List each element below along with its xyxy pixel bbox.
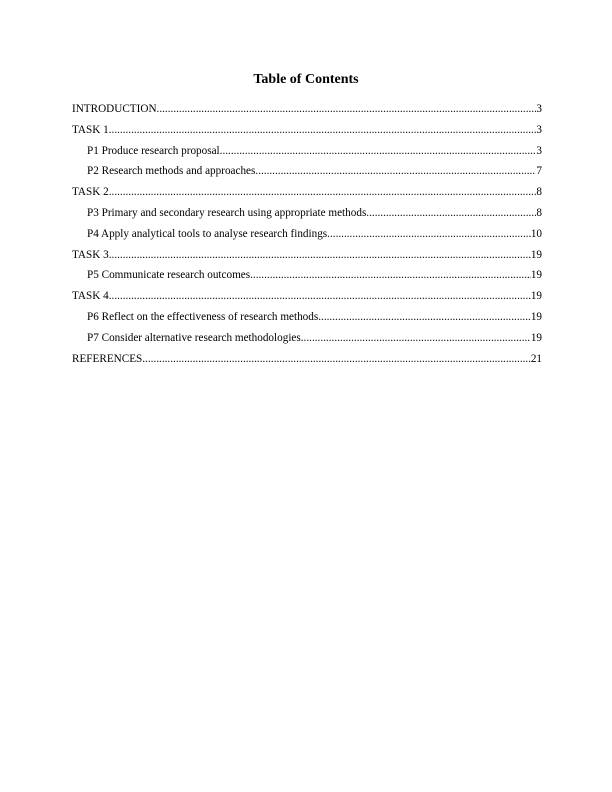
toc-entry-references[interactable]: [72, 352, 542, 373]
toc-entry-p1[interactable]: [72, 144, 542, 165]
toc-entry-task-3[interactable]: [72, 248, 542, 269]
toc-entry-label: P6 Reflect on the effectiveness of research methods: [87, 310, 319, 323]
toc-entry-page: 19: [530, 331, 542, 344]
dot-leader: [366, 206, 536, 220]
toc-entry-task-1[interactable]: [72, 123, 542, 144]
toc-entry-label: TASK 4: [72, 290, 109, 303]
dot-leader: [250, 268, 531, 282]
toc-entry-introduction[interactable]: [72, 102, 542, 123]
dot-leader: [255, 164, 536, 178]
toc-entry-page: 8: [536, 206, 542, 219]
toc-entry-page: 19: [530, 248, 542, 261]
dot-leader: [220, 144, 537, 158]
toc-entry-page: 3: [536, 123, 542, 136]
dot-leader: [318, 310, 531, 324]
toc-entry-page: 19: [530, 310, 542, 323]
dot-leader: [157, 102, 537, 116]
toc-entry-p7[interactable]: [72, 331, 542, 352]
toc-entry-page: 3: [536, 144, 542, 157]
toc-entry-page: 19: [530, 290, 542, 303]
toc-entry-p4[interactable]: [72, 227, 542, 248]
dot-leader: [142, 352, 531, 366]
dot-leader: [327, 227, 531, 241]
toc-entry-label: P2 Research methods and approaches: [87, 165, 256, 178]
toc-entry-label: TASK 1: [72, 123, 109, 136]
toc-entry-p2[interactable]: [72, 164, 542, 185]
toc-entry-task-4[interactable]: [72, 289, 542, 310]
toc-entry-label: P3 Primary and secondary research using appropriate methods: [87, 206, 367, 219]
toc-list: [72, 102, 542, 372]
dot-leader: [109, 289, 531, 303]
toc-entry-label: P7 Consider alternative research methodologies: [87, 331, 301, 344]
toc-entry-page: 7: [536, 165, 542, 178]
toc-entry-label: P1 Produce research proposal: [87, 144, 220, 157]
toc-entry-page: 8: [536, 186, 542, 199]
toc-entry-task-2[interactable]: [72, 185, 542, 206]
toc-entry-p3[interactable]: [72, 206, 542, 227]
dot-leader: [109, 185, 537, 199]
toc-entry-label: TASK 3: [72, 248, 109, 261]
toc-entry-p5[interactable]: [72, 268, 542, 289]
dot-leader: [301, 331, 531, 345]
toc-entry-page: 10: [530, 227, 542, 240]
toc-entry-page: 21: [530, 352, 542, 365]
toc-entry-label: P5 Communicate research outcomes: [87, 269, 251, 282]
toc-entry-page: 19: [530, 269, 542, 282]
toc-entry-label: REFERENCES: [72, 352, 143, 365]
toc-title: Table of Contents: [253, 72, 359, 87]
toc-entry-page: 3: [536, 103, 542, 115]
dot-leader: [109, 248, 531, 262]
toc-entry-p6[interactable]: [72, 310, 542, 331]
toc-entry-label: TASK 2: [72, 186, 109, 199]
toc-entry-label: P4 Apply analytical tools to analyse research findings: [87, 227, 328, 240]
dot-leader: [109, 123, 537, 137]
toc-entry-label: INTRODUCTION: [72, 103, 157, 115]
